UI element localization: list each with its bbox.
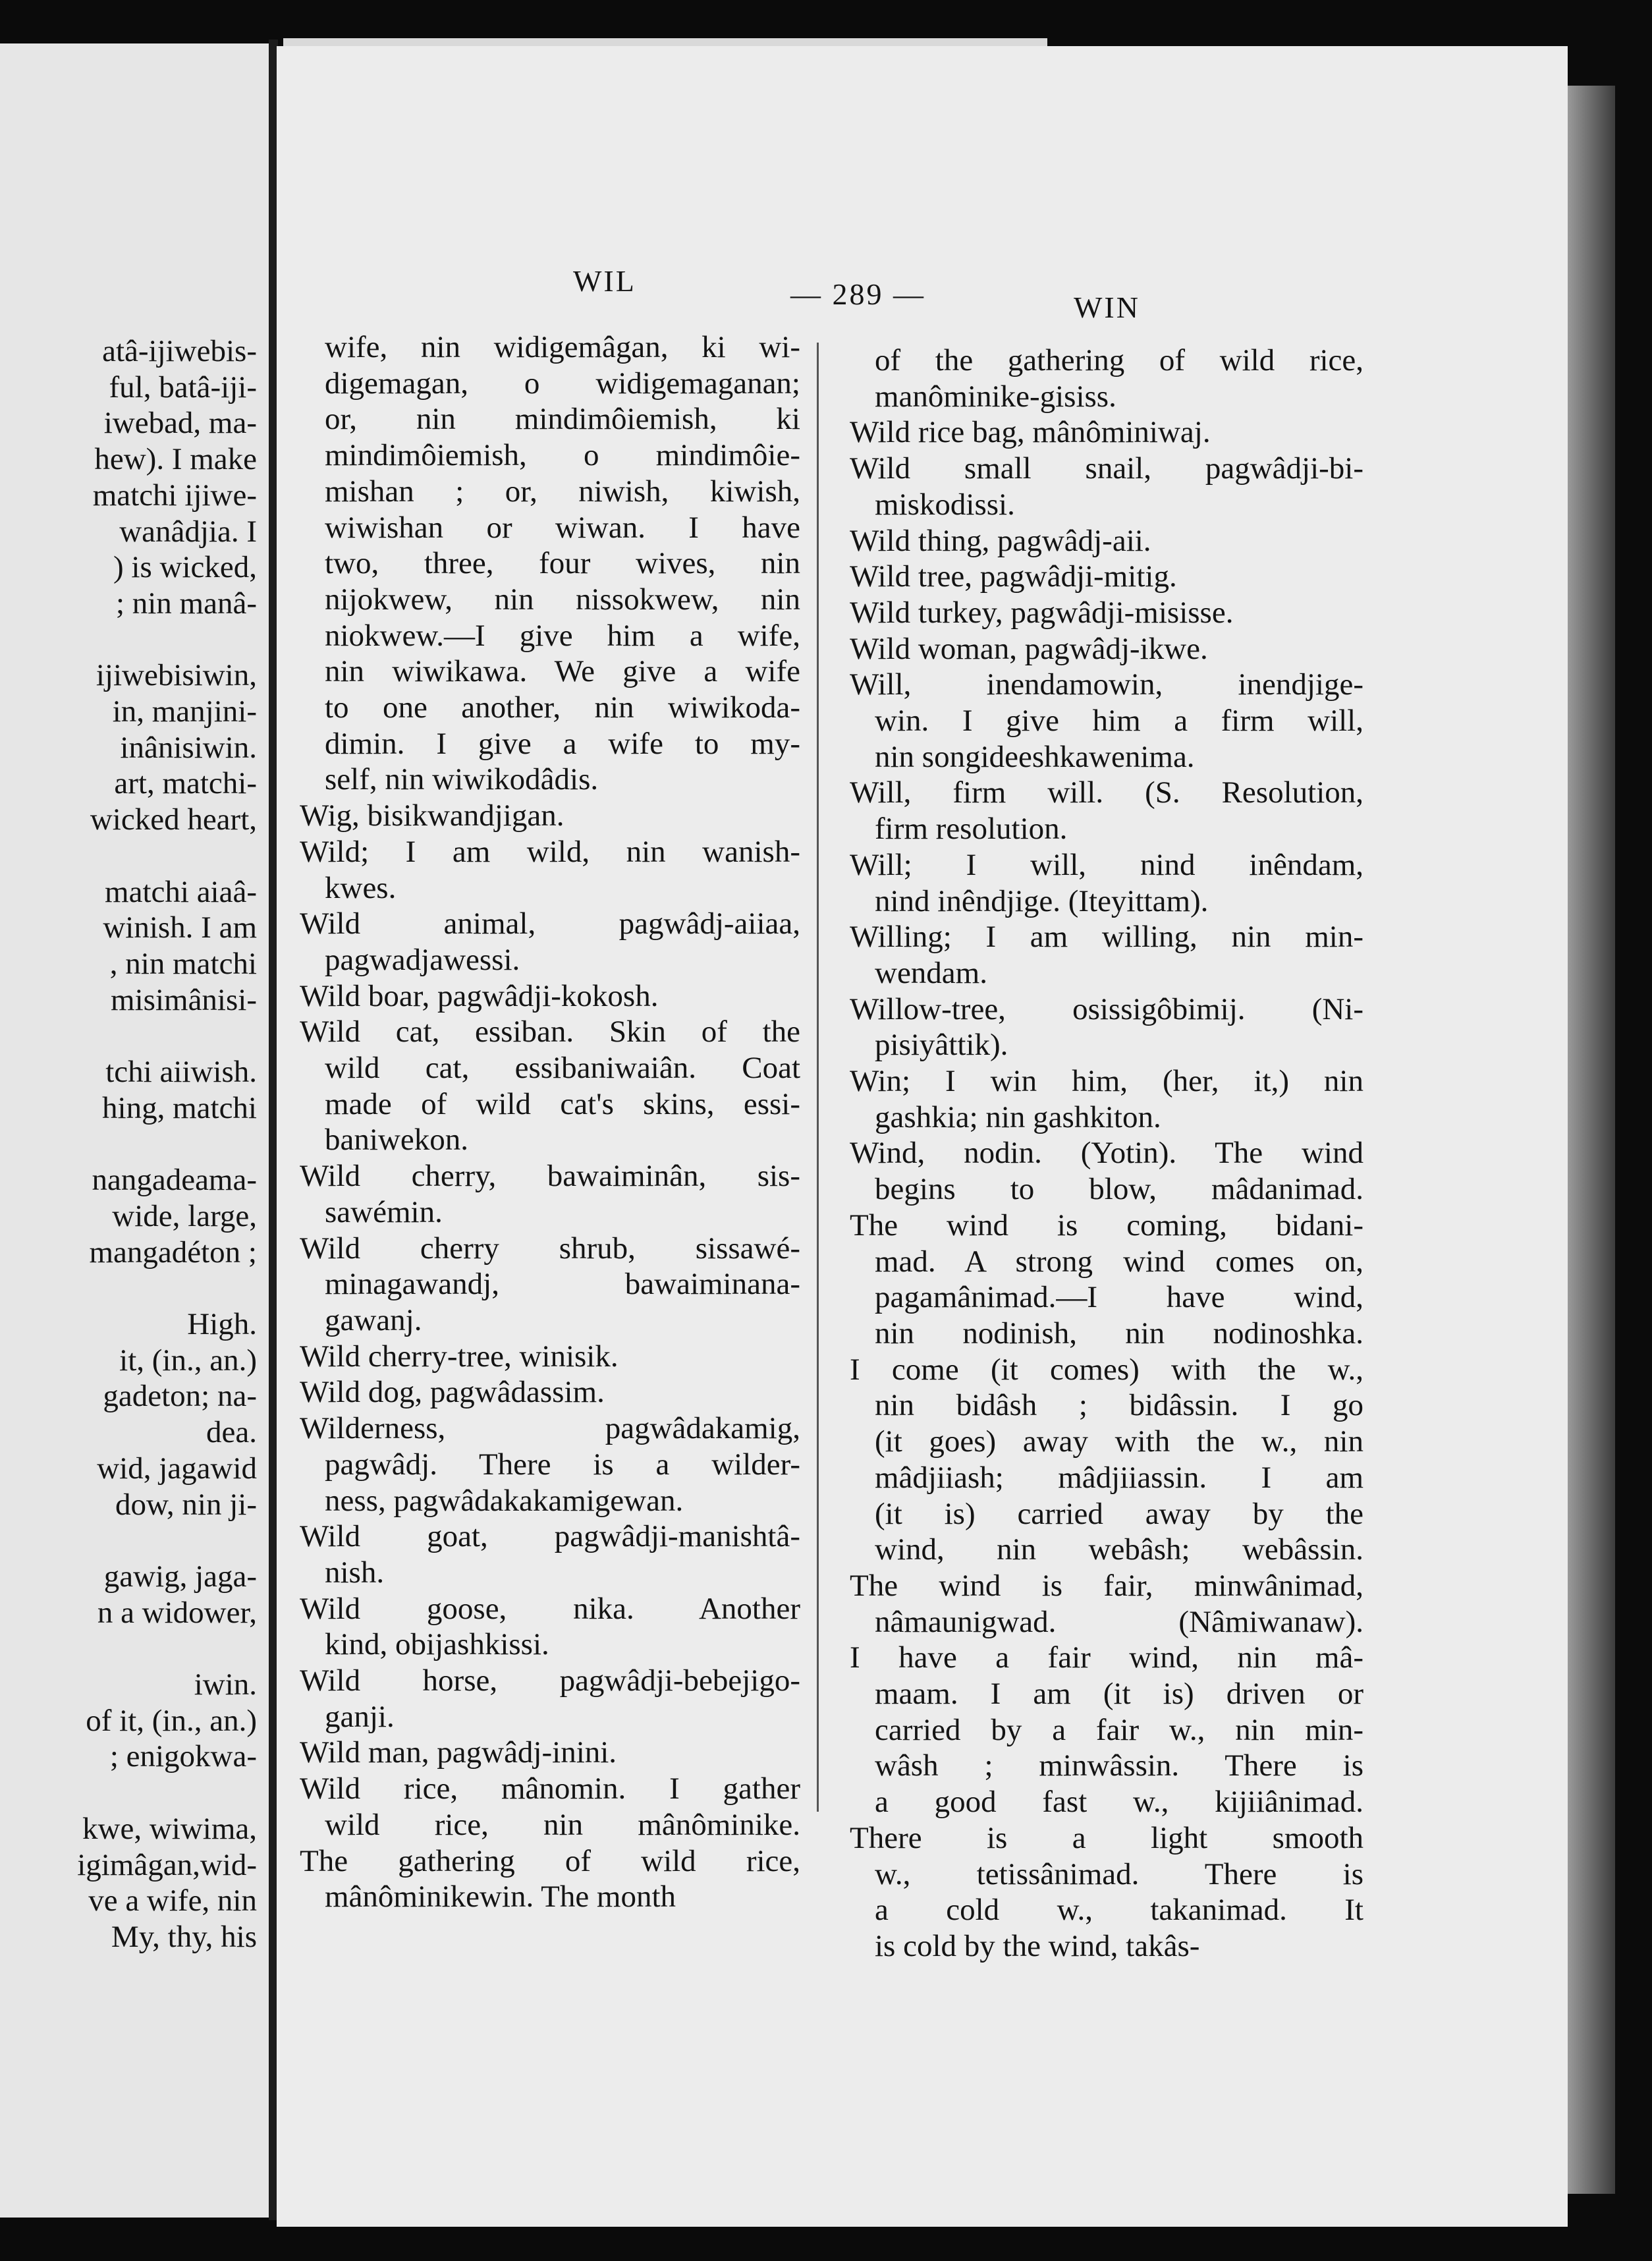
previous-page-line: ; enigokwa-	[109, 1739, 257, 1774]
previous-page-line: , nin matchi	[109, 946, 257, 981]
dictionary-line: a cold w., takanimad. It	[875, 1893, 1363, 1928]
dictionary-line: Wilderness, pagwâdakamig,	[300, 1411, 800, 1446]
previous-page-line: it, (in., an.)	[119, 1343, 257, 1378]
previous-page-line: matchi ijiwe-	[92, 478, 257, 513]
dictionary-line: gashkia; nin gashkiton.	[875, 1100, 1161, 1134]
dictionary-line: Will, inendamowin, inendjige-	[850, 667, 1363, 702]
dictionary-line: I come (it comes) with the w.,	[850, 1352, 1363, 1387]
previous-page-line: iwin.	[194, 1667, 257, 1702]
dictionary-line: Wild rice bag, mânôminiwaj.	[850, 415, 1211, 450]
dictionary-line: Willing; I am willing, nin min-	[850, 920, 1363, 955]
previous-page-line: winish. I am	[103, 910, 257, 945]
dictionary-line: There is a light smooth	[850, 1820, 1363, 1855]
dictionary-line: Wild cherry shrub, sissawé-	[300, 1231, 800, 1266]
previous-page-line: of it, (in., an.)	[86, 1703, 257, 1738]
dictionary-line: made of wild cat's skins, essi-	[325, 1086, 800, 1121]
previous-page-line: dea.	[206, 1415, 257, 1450]
column-divider	[817, 343, 819, 1812]
dictionary-line: is cold by the wind, takâs-	[875, 1928, 1200, 1963]
previous-page-text	[0, 333, 257, 1955]
dictionary-line: ness, pagwâdakakamigewan.	[325, 1483, 684, 1518]
previous-page-line	[0, 1775, 257, 1811]
previous-page-line: hing, matchi	[102, 1090, 257, 1125]
dictionary-line: baniwekon.	[325, 1123, 468, 1158]
dictionary-line: mishan ; or, niwish, kiwish,	[325, 474, 800, 509]
previous-page-line: dow, nin ji-	[115, 1487, 257, 1522]
dictionary-line: begins to blow, mâdanimad.	[875, 1172, 1363, 1207]
running-head-right: WIN	[1074, 291, 1140, 324]
previous-page-line: in, manjini-	[112, 694, 257, 729]
dictionary-line: (it is) carried away by the	[875, 1496, 1363, 1531]
previous-page-line: gawig, jaga-	[103, 1559, 257, 1594]
page-edge-shadow	[1568, 86, 1615, 2194]
dictionary-line: Wild man, pagwâdj-inini.	[300, 1735, 617, 1770]
previous-page-line: My, thy, his	[111, 1919, 257, 1954]
dictionary-line: mânôminikewin. The month	[325, 1880, 676, 1914]
previous-page-line: hew). I make	[94, 442, 257, 477]
dictionary-line: kind, obijashkissi.	[325, 1627, 549, 1662]
dictionary-line: nin wiwikawa. We give a wife	[325, 654, 800, 689]
dictionary-line: miskodissi.	[875, 487, 1015, 522]
dictionary-line: wind, nin webâsh; webâssin.	[875, 1532, 1363, 1567]
dictionary-line: win. I give him a firm will,	[875, 704, 1363, 739]
previous-page-line: wid, jagawid	[97, 1451, 257, 1486]
dictionary-line: manôminike-gisiss.	[875, 379, 1116, 414]
previous-page-line: ijiwebisiwin,	[96, 658, 257, 693]
dictionary-line: mindimôiemish, o mindimôie-	[325, 438, 800, 473]
previous-page-line: iwebad, ma-	[103, 406, 257, 441]
previous-page-line: inânisiwin.	[120, 730, 257, 765]
dictionary-line: niokwew.—I give him a wife,	[325, 618, 800, 653]
dictionary-line: Wild boar, pagwâdji-kokosh.	[300, 978, 659, 1013]
dictionary-line: Willow-tree, osissigôbimij. (Ni-	[850, 991, 1363, 1026]
dictionary-line: Wild goose, nika. Another	[300, 1591, 800, 1626]
dictionary-line: pagwâdj. There is a wilder-	[325, 1447, 800, 1482]
dictionary-line: pagwadjawessi.	[325, 942, 520, 977]
dictionary-line: Win; I win him, (her, it,) nin	[850, 1064, 1363, 1099]
dictionary-line: gawanj.	[325, 1302, 422, 1337]
dictionary-line: w., tetissânimad. There is	[875, 1856, 1363, 1891]
dictionary-line: nijokwew, nin nissokwew, nin	[325, 582, 800, 617]
dictionary-line: maam. I am (it is) driven or	[875, 1677, 1363, 1712]
dictionary-line: a good fast w., kijiiânimad.	[875, 1785, 1363, 1820]
previous-page-line: ; nin manâ-	[115, 586, 257, 621]
page-number: — 289 —	[790, 277, 925, 311]
dictionary-line: I have a fair wind, nin mâ-	[850, 1640, 1363, 1675]
dictionary-line: Wild woman, pagwâdj-ikwe.	[850, 631, 1208, 666]
dictionary-line: firm resolution.	[875, 812, 1068, 847]
dictionary-line: wâsh ; minwâssin. There is	[875, 1748, 1363, 1783]
dictionary-line: Will; I will, nind inêndam,	[850, 847, 1363, 882]
dictionary-line: nin bidâsh ; bidâssin. I go	[875, 1388, 1363, 1423]
dictionary-line: Wild cherry, bawaiminân, sis-	[300, 1159, 800, 1194]
previous-page-line: igimâgan,wid-	[77, 1847, 257, 1882]
dictionary-line: carried by a fair w., nin min-	[875, 1712, 1363, 1747]
dictionary-line: Wild animal, pagwâdj-aiiaa,	[300, 907, 800, 941]
previous-page-line: wicked heart,	[90, 802, 257, 837]
previous-page-line: misimânisi-	[111, 982, 257, 1017]
dictionary-line: wild cat, essibaniwaiân. Coat	[325, 1051, 800, 1086]
dictionary-line: wendam.	[875, 955, 987, 990]
previous-page-line: High.	[187, 1306, 257, 1341]
previous-page-line: mangadéton ;	[89, 1235, 257, 1270]
dictionary-line: nin nodinish, nin nodinoshka.	[875, 1316, 1363, 1351]
previous-page-line	[0, 838, 257, 874]
previous-page-line: atâ-ijiwebis-	[102, 334, 257, 368]
dictionary-line: nind inêndjige. (Iteyittam).	[875, 883, 1209, 918]
dictionary-line: minagawandj, bawaiminana-	[325, 1267, 800, 1302]
dictionary-line: Wig, bisikwandjigan.	[300, 798, 564, 833]
dictionary-line: dimin. I give a wife to my-	[325, 726, 800, 761]
previous-page-line: n a widower,	[97, 1595, 257, 1630]
previous-page-line: gadeton; na-	[103, 1379, 257, 1414]
running-head-left: WIL	[573, 264, 636, 298]
previous-page-line: ) is wicked,	[113, 550, 257, 585]
dictionary-line: Wild; I am wild, nin wanish-	[300, 834, 800, 869]
dictionary-line: sawémin.	[325, 1194, 443, 1229]
dictionary-line: or, nin mindimôiemish, ki	[325, 402, 800, 437]
dictionary-line: The wind is coming, bidani-	[850, 1208, 1363, 1242]
dictionary-line: The wind is fair, minwânimad,	[850, 1568, 1363, 1603]
dictionary-line: self, nin wiwikodâdis.	[325, 762, 599, 797]
dictionary-line: nâmaunigwad. (Nâmiwanaw).	[875, 1604, 1363, 1639]
previous-page-line	[0, 1631, 257, 1667]
dictionary-line: wiwishan or wiwan. I have	[325, 510, 800, 545]
dictionary-line: to one another, nin wiwikoda-	[325, 690, 800, 725]
dictionary-line: two, three, four wives, nin	[325, 546, 800, 581]
previous-page-line	[0, 622, 257, 658]
previous-page-line: wanâdjia. I	[119, 514, 257, 549]
dictionary-line: wild rice, nin mânôminike.	[325, 1807, 800, 1842]
previous-page-line: ful, batâ-iji-	[109, 370, 257, 405]
dictionary-line: nish.	[325, 1555, 385, 1590]
dictionary-line: mâdjiiash; mâdjiiassin. I am	[875, 1460, 1363, 1495]
dictionary-line: wife, nin widigemâgan, ki wi-	[325, 330, 800, 364]
dictionary-line: (it goes) away with the w., nin	[875, 1424, 1363, 1459]
previous-page-line: wide, large,	[112, 1198, 257, 1233]
dictionary-line: pisiyâttik).	[875, 1028, 1008, 1063]
dictionary-line: Wild cherry-tree, winisik.	[300, 1339, 619, 1374]
dictionary-line: The gathering of wild rice,	[300, 1843, 800, 1878]
previous-page-line: art, matchi-	[114, 766, 257, 801]
previous-page-line: kwe, wiwima,	[82, 1811, 257, 1846]
dictionary-line: pagamânimad.—I have wind,	[875, 1280, 1363, 1315]
previous-page-line: tchi aiiwish.	[105, 1055, 257, 1090]
previous-page-line: matchi aiaâ-	[105, 874, 257, 909]
dictionary-line: Wild rice, mânomin. I gather	[300, 1772, 800, 1806]
dictionary-line: Wild thing, pagwâdj-aii.	[850, 523, 1151, 558]
dictionary-line: Wild turkey, pagwâdji-misisse.	[850, 595, 1234, 630]
dictionary-line: Wind, nodin. (Yotin). The wind	[850, 1136, 1363, 1171]
previous-page-line	[0, 1126, 257, 1162]
dictionary-line: Wild tree, pagwâdji-mitig.	[850, 559, 1177, 594]
previous-page-line: nangadeama-	[92, 1163, 257, 1198]
dictionary-line: ganji.	[325, 1699, 395, 1734]
previous-page-fragment	[0, 43, 271, 2218]
previous-page-line	[0, 1270, 257, 1306]
previous-page-line	[0, 1018, 257, 1054]
dictionary-column-left	[300, 329, 800, 1915]
dictionary-line: nin songideeshkawenima.	[875, 739, 1195, 774]
dictionary-line: Wild horse, pagwâdji-bebejigo-	[300, 1663, 800, 1698]
dictionary-column-right	[850, 343, 1363, 1965]
dictionary-line: Wild small snail, pagwâdji-bi-	[850, 451, 1363, 486]
dictionary-line: mad. A strong wind comes on,	[875, 1244, 1363, 1279]
dictionary-line: kwes.	[325, 870, 397, 905]
previous-page-line: ve a wife, nin	[88, 1884, 257, 1918]
dictionary-line: of the gathering of wild rice,	[875, 343, 1363, 377]
dictionary-line: Wild cat, essiban. Skin of the	[300, 1015, 800, 1049]
dictionary-line: Wild dog, pagwâdassim.	[300, 1375, 605, 1410]
dictionary-line: digemagan, o widigemaganan;	[325, 366, 800, 401]
dictionary-line: Wild goat, pagwâdji-manishtâ-	[300, 1519, 800, 1554]
dictionary-line: Will, firm will. (S. Resolution,	[850, 775, 1363, 810]
previous-page-line	[0, 1522, 257, 1559]
